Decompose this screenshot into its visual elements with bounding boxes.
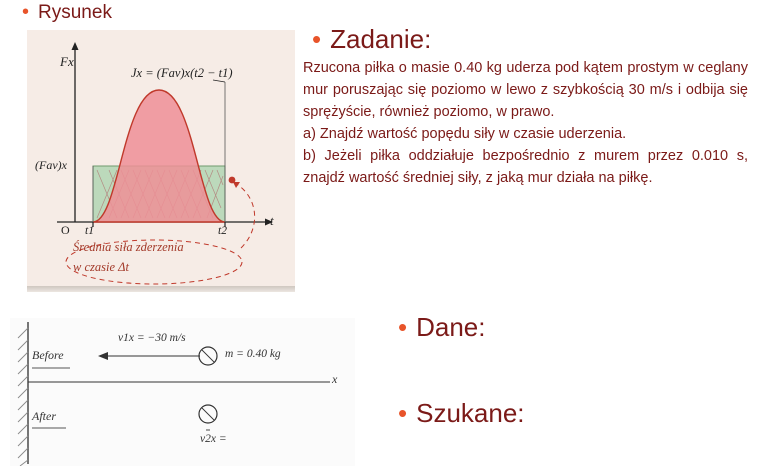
figure-shadow-strip <box>27 286 295 292</box>
graph-formula-label: Jx = (Fav)x(t2 − t1) <box>131 66 233 80</box>
problem-statement <box>303 57 748 189</box>
velocity-before-label: v1x = −30 m/s <box>118 332 186 344</box>
problem-item-b: b) Jeżeli piłka oddziałuje bezpośrednio z murem przez 0.010 s, znajdź wartość średniej siły, z jaką mur działa na piłkę. <box>303 148 748 187</box>
graph-annotation-line2: w czasie Δt <box>73 260 129 274</box>
problem-paragraph: Rzucona piłka o masie 0.40 kg uderza pod kątem prostym w ceglany mur poruszając się poziomo w lewo z szybkością 30 m/s i odbija się sprężyście, również poziomo, w prawo. <box>303 60 748 121</box>
after-label: After <box>32 409 56 423</box>
graph-y-axis-label: Fx <box>60 54 74 69</box>
graph-annotation-line1: Średnia siła zderzenia <box>73 240 184 254</box>
before-label: Before <box>32 348 64 362</box>
graph-average-force-label: (Fav)x <box>35 158 67 172</box>
heading-szukane-row <box>398 398 525 429</box>
heading-zadanie-label: Zadanie: <box>330 24 432 54</box>
heading-dane-label: Dane: <box>416 312 486 342</box>
graph-t1-label: t1 <box>85 225 94 237</box>
graph-x-axis-label: t <box>270 213 274 228</box>
velocity-after-label: v2x = <box>200 433 227 445</box>
graph-t2-label: t2 <box>218 225 227 237</box>
heading-szukane-label: Szukane: <box>416 398 525 428</box>
figure-impulse-graph <box>27 30 295 292</box>
x-axis-label: x <box>332 372 338 386</box>
mass-label: m = 0.40 kg <box>225 348 281 360</box>
heading-dane-row <box>398 312 486 343</box>
heading-rysunek-label: Rysunek <box>38 2 112 23</box>
graph-origin-label: O <box>61 223 70 237</box>
heading-zadanie-row <box>312 24 431 55</box>
figure-before-after <box>10 318 355 466</box>
bullet-dot-icon: • <box>22 1 30 23</box>
bullet-dot-icon: • <box>398 398 408 428</box>
bullet-dot-icon: • <box>398 312 408 342</box>
bullet-dot-icon: • <box>312 24 322 54</box>
heading-rysunek-row <box>22 2 112 24</box>
problem-item-a: a) Znajdź wartość popędu siły w czasie uderzenia. <box>303 126 627 143</box>
